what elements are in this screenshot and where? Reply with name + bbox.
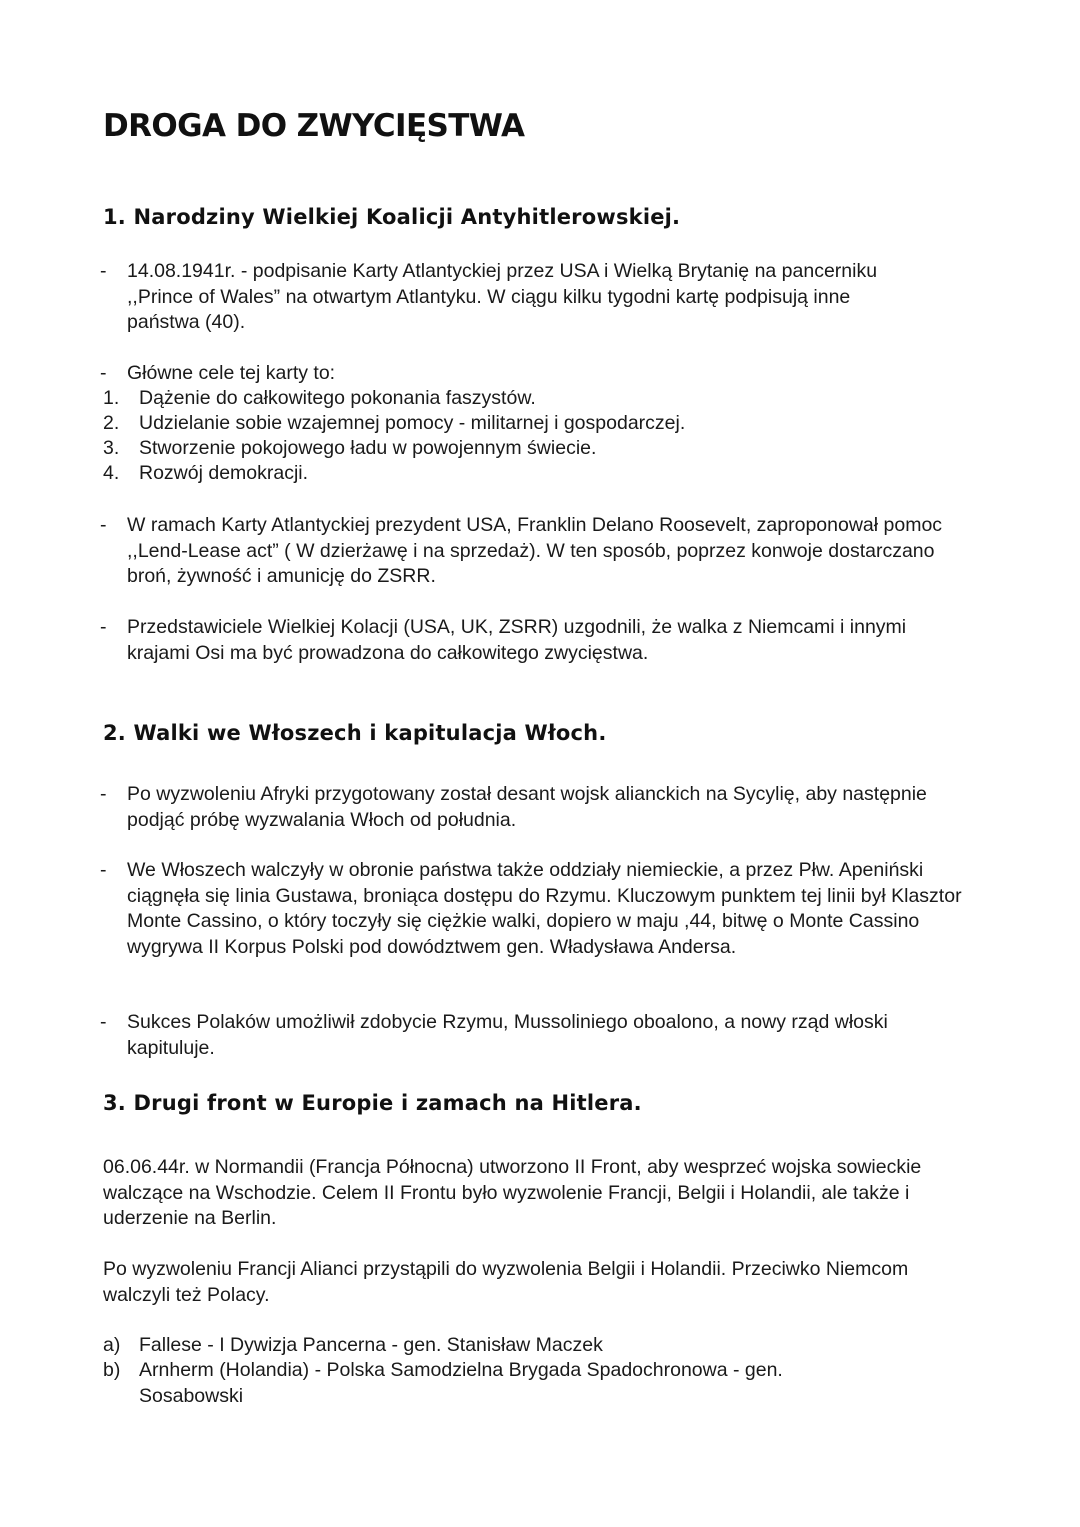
section-3-heading: 3. Drugi front w Europie i zamach na Hitlera. [103,1091,642,1115]
section-1-heading: 1. Narodziny Wielkiej Koalicji Antyhitlerowskiej. [103,205,681,229]
s1-bullet-atlantic-charter: 14.08.1941r. - podpisanie Karty Atlantyckiej przez USA i Wielką Brytanię na pancerniku ,,Prince of Wales” na otwartym Atlantyku. W ciągu kilku tygodni kartę podpisują inne państwa (40). [127,260,878,333]
list-item-label: a) [103,1334,121,1356]
s1-bullet-total-victory: Przedstawiciele Wielkiej Kolacji (USA, UK, ZSRR) uzgodnili, że walka z Niemcami i innymi krajami Osi ma być prowadzona do całkowitego zwycięstwa. [127,616,907,664]
bullet-dash: - [100,260,107,282]
goal-number: 4. [103,462,120,484]
s1-bullet-goals-intro: Główne cele tej karty to: [127,362,336,384]
s3-paragraph-normandy: 06.06.44r. w Normandii (Francja Północna) utworzono II Front, aby wesprzeć wojska sowieckie walczące na Wschodzie. Celem II Frontu było wyzwolenie Francji, Belgii i Holandii, ale także i uderzenie na Berlin. [103,1156,922,1229]
bullet-dash: - [100,514,107,536]
s2-bullet-monte-cassino: We Włoszech walczyły w obronie państwa także oddziały niemieckie, a przez Płw. Apeniński ciągnęła się linia Gustawa, broniąca dostępu do Rzymu. Kluczowym punktem tej linii był Klasztor Monte Cassino, o który toczyły się ciężkie walki, dopiero w maju ,44, bitwę o Monte Cassino wygrywa II Korpus Polski pod dowództwem gen. Władysława Andersa. [127,859,962,958]
bullet-dash: - [100,783,107,805]
s2-bullet-rome: Sukces Polaków umożliwił zdobycie Rzymu, Mussoliniego oboalono, a nowy rząd włoski kapituluje. [127,1011,888,1059]
s3-paragraph-liberation: Po wyzwoleniu Francji Alianci przystąpili do wyzwolenia Belgii i Holandii. Przeciwko Niemcom walczyli też Polacy. [103,1258,909,1306]
s2-bullet-sicily: Po wyzwoleniu Afryki przygotowany został desant wojsk alianckich na Sycylię, aby następnie podjąć próbę wyzwalania Włoch od południa. [127,783,927,831]
list-item: Fallese - I Dywizja Pancerna - gen. Stanisław Maczek [139,1334,603,1356]
bullet-dash: - [100,1011,107,1033]
goal-number: 1. [103,387,120,409]
s1-bullet-lend-lease: W ramach Karty Atlantyckiej prezydent USA, Franklin Delano Roosevelt, zaproponował pomoc ,,Lend-Lease act” ( W dzierżawę i na sprzedaż). W ten sposób, poprzez konwoje dostarczano broń, żywność i amunicję do ZSRR. [127,514,943,587]
goal-number: 2. [103,412,120,434]
goal-item: Rozwój demokracji. [139,462,309,484]
list-item-label: b) [103,1359,121,1381]
goal-number: 3. [103,437,120,459]
bullet-dash: - [100,859,107,881]
bullet-dash: - [100,362,107,384]
list-item: Arnherm (Holandia) - Polska Samodzielna Brygada Spadochronowa - gen. Sosabowski [139,1359,783,1407]
bullet-dash: - [100,616,107,638]
goal-item: Dążenie do całkowitego pokonania faszystów. [139,387,536,409]
goal-item: Stworzenie pokojowego ładu w powojennym świecie. [139,437,597,459]
goal-item: Udzielanie sobie wzajemnej pomocy - militarnej i gospodarczej. [139,412,686,434]
page-title: DROGA DO ZWYCIĘSTWA [103,108,525,144]
section-2-heading: 2. Walki we Włoszech i kapitulacja Włoch. [103,721,607,745]
